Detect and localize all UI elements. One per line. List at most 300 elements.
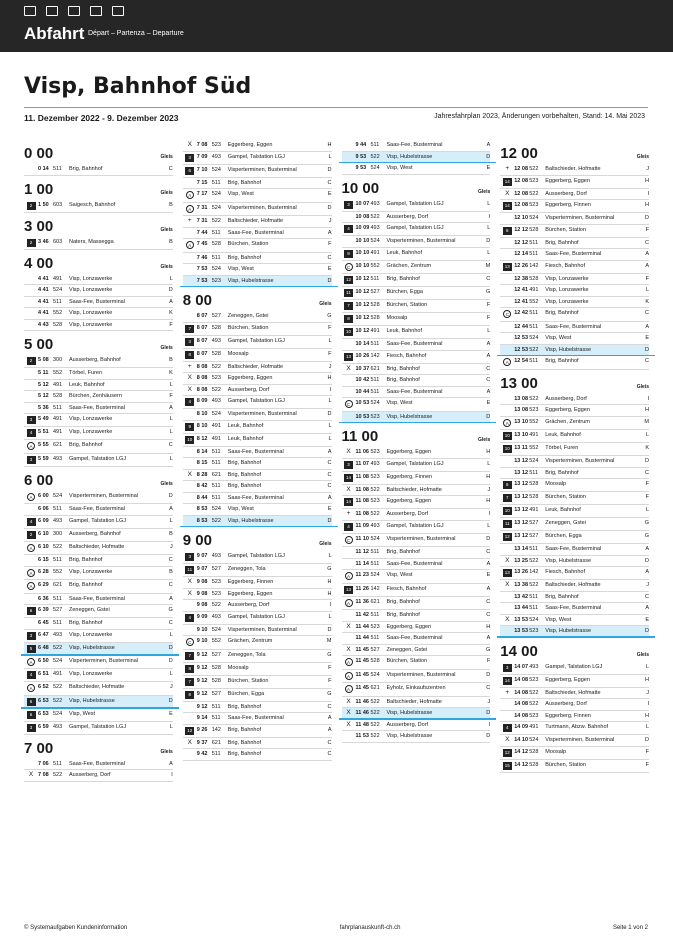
- destination: Brig, Bahnhof: [227, 751, 262, 757]
- departure-time: 13 12: [514, 533, 529, 539]
- departure-row: [500, 333, 649, 345]
- departure-row: [24, 440, 173, 454]
- destination: Moosalp: [227, 350, 249, 357]
- gleis-letter: D: [645, 628, 649, 634]
- footnote-cell: [342, 315, 356, 323]
- footnote-cell: [24, 698, 38, 706]
- departure-row: [500, 699, 649, 711]
- gleis-letter: K: [645, 445, 649, 451]
- departure-row: [342, 163, 491, 175]
- bus-line: 300: [53, 530, 63, 537]
- departure-time: 6 10: [38, 543, 49, 550]
- departure-time: 11 14: [355, 560, 369, 567]
- departure-row: [183, 152, 332, 165]
- departure-row: [24, 491, 173, 505]
- gleis-letter: L: [645, 724, 649, 730]
- destination: Baltschieder, Hofmatte: [386, 698, 442, 705]
- destination: Visp, Hubelstrasse: [386, 733, 433, 739]
- departure-row: [24, 630, 173, 643]
- bus-line: 552: [53, 310, 63, 316]
- destination: Visp, Hubelstrasse: [545, 346, 592, 353]
- footnote-circle: A: [345, 572, 353, 580]
- departure-time: 7 53: [196, 266, 208, 272]
- bus-line: 522: [370, 153, 380, 160]
- hour-label: 1 00: [24, 180, 54, 198]
- destination: Brig, Bahnhof: [227, 726, 262, 733]
- departure-row: [500, 238, 649, 250]
- departure-row: [500, 164, 649, 176]
- footnote-cell: [24, 658, 38, 667]
- footnote-badge: 12: [504, 749, 510, 755]
- departure-row: [342, 633, 491, 645]
- destination: Ausserberg, Dorf: [386, 213, 429, 220]
- footnote-cell: [500, 358, 514, 367]
- gleis-letter: D: [645, 737, 649, 743]
- departure-row: [183, 362, 332, 374]
- bus-line: 511: [211, 179, 221, 186]
- departure-time: 12 54: [514, 358, 529, 364]
- departure-time: 11 36: [355, 598, 369, 605]
- footnote-badge: 6: [503, 481, 512, 489]
- destination: Brig, Bahnhof: [386, 276, 420, 282]
- departure-row: [342, 152, 491, 164]
- hour-label: 0 00: [24, 145, 54, 162]
- departure-row: [500, 189, 649, 201]
- departure-time: 12 08: [514, 177, 529, 184]
- footnote-cell: [24, 357, 38, 365]
- departure-time: 5 49: [38, 416, 49, 422]
- departure-time: 13 12: [514, 481, 529, 487]
- departure-row: [24, 274, 173, 286]
- bus-line: 522: [370, 710, 380, 716]
- destination: Eggerberg, Eggen: [545, 177, 590, 184]
- departure-row: [183, 625, 332, 637]
- bus-line: 552: [529, 418, 539, 425]
- destination: Bürchen, Zenhäusern: [69, 393, 122, 399]
- gleis-letter: F: [645, 761, 649, 768]
- departure-row: [342, 300, 491, 313]
- destination: Saas-Fee, Busterminal: [227, 494, 284, 501]
- gleis-letter: E: [645, 616, 649, 623]
- footnote-cell: [24, 239, 38, 247]
- footnote-badge: 6: [503, 227, 512, 235]
- bus-line: 511: [370, 388, 380, 395]
- departure-row: [24, 504, 173, 516]
- bus-line: 527: [53, 607, 63, 613]
- hour-label: 8 00: [182, 292, 212, 309]
- bus-line: 493: [211, 553, 221, 559]
- footnote-cell: [342, 572, 356, 581]
- footer-copyright: © Systemaufgaben Kundeninformation: [24, 925, 128, 931]
- destination: Gampel, Talstation LGJ: [227, 153, 285, 160]
- gleis-letter: C: [327, 483, 332, 489]
- service-marker-icon: +: [346, 510, 351, 517]
- hour-header: [24, 336, 173, 353]
- bus-line: 621: [370, 365, 380, 372]
- departure-time: 9 08: [196, 590, 208, 597]
- departure-time: 10 12: [355, 276, 370, 282]
- destination: Visp, Lonzawerke: [69, 631, 113, 638]
- departure-time: 14 09: [514, 724, 529, 730]
- destination: Saas-Fee, Busterminal: [69, 506, 125, 512]
- footnote-badge: 13: [504, 570, 510, 575]
- bus-line: 511: [370, 341, 380, 347]
- bus-line: 523: [211, 142, 221, 148]
- departure-row: [500, 580, 649, 592]
- bus-line: 524: [53, 710, 63, 717]
- gleis-letter: I: [647, 395, 649, 402]
- gleis-letter: C: [486, 365, 491, 372]
- departure-time: 14 12: [514, 761, 529, 768]
- bus-line: 493: [370, 522, 380, 529]
- destination: Leuk, Bahnhof: [386, 328, 422, 334]
- bus-line: 523: [370, 449, 380, 455]
- bus-line: 528: [370, 315, 380, 321]
- gleis-letter: G: [327, 566, 332, 572]
- footnote-badge: 7: [185, 652, 194, 660]
- footnote-circle: A: [345, 599, 353, 607]
- departure-row: [183, 323, 332, 336]
- departure-time: 4 41: [38, 275, 49, 282]
- bus-line: 523: [529, 628, 539, 634]
- departure-time: 8 10: [196, 422, 208, 429]
- departure-time: 10 09: [355, 225, 370, 231]
- departure-row: [342, 447, 491, 459]
- departure-time: 10 26: [355, 352, 370, 359]
- destination: Visp, Hubelstrasse: [545, 557, 592, 564]
- departure-time: 9 07: [196, 553, 208, 559]
- departure-row: [24, 308, 173, 320]
- bus-line: 511: [53, 404, 62, 411]
- departure-row: [24, 605, 173, 618]
- departure-time: 6 45: [38, 620, 49, 626]
- departure-row: [342, 459, 491, 472]
- footnote-circle: A: [186, 191, 194, 199]
- destination: Bürchen, Station: [386, 658, 428, 664]
- footnote-circle: A: [345, 685, 353, 693]
- departure-row: [183, 178, 332, 190]
- gleis-letter: G: [327, 313, 332, 319]
- gleis-letter: I: [329, 386, 332, 393]
- departure-time: 8 15: [196, 460, 208, 466]
- gleis-letter: L: [169, 631, 173, 638]
- gleis-letter: M: [485, 262, 491, 269]
- departure-row: [342, 472, 491, 485]
- bus-line: 511: [529, 593, 539, 600]
- footnote-cell: [500, 558, 514, 565]
- footnote-cell: [500, 178, 514, 186]
- departure-time: 7 31: [196, 204, 208, 211]
- gleis-label: Gleis: [160, 189, 173, 196]
- gleis-letter: C: [645, 593, 649, 600]
- gleis-letter: H: [645, 202, 649, 208]
- departure-time: 10 53: [355, 413, 370, 420]
- gleis-letter: F: [169, 393, 173, 399]
- departure-time: 13 14: [514, 546, 529, 552]
- footnote-cell: [183, 691, 197, 699]
- departure-time: 11 23: [355, 572, 369, 578]
- departure-row: [24, 454, 173, 467]
- destination: Visperterminen, Busterminal: [69, 657, 138, 664]
- gleis-letter: L: [487, 522, 491, 529]
- departure-time: 9 08: [196, 602, 208, 608]
- destination: Visp, Lonzawerke: [69, 310, 113, 316]
- footnote-cell: [183, 436, 197, 444]
- footnote-cell: [24, 531, 38, 539]
- departure-time: 8 14: [196, 448, 208, 455]
- gleis-letter: B: [169, 568, 173, 575]
- bus-line: 522: [529, 190, 539, 197]
- departure-row: [24, 516, 173, 529]
- departure-time: 10 07: [355, 200, 370, 207]
- destination: Bürchen, Station: [227, 241, 269, 247]
- destination: Zeneggen, Gstei: [545, 520, 586, 526]
- bus-line: 527: [211, 690, 221, 697]
- bus-line: 511: [529, 310, 539, 316]
- departure-time: 6 50: [38, 657, 49, 664]
- destination: Fiesch, Bahnhof: [386, 352, 427, 359]
- bus-line: 528: [529, 494, 539, 500]
- bus-line: 524: [211, 191, 221, 197]
- gleis-letter: I: [647, 190, 649, 197]
- destination: Baltschieder, Hofmatte: [69, 684, 125, 690]
- destination: Saas-Fee, Busterminal: [227, 715, 284, 721]
- bus-line: 491: [529, 507, 539, 513]
- gleis-letter: L: [169, 517, 173, 524]
- departure-time: 11 46: [355, 698, 369, 705]
- bus-line: 511: [529, 239, 539, 246]
- departure-row: [342, 570, 491, 584]
- departure-row: [342, 597, 491, 611]
- destination: Bürchen, Egga: [227, 690, 265, 697]
- gleis-letter: A: [486, 352, 491, 359]
- gleis-letter: I: [488, 511, 491, 517]
- departure-row: [24, 594, 173, 606]
- departure-time: 9 42: [196, 751, 208, 757]
- bus-line: 142: [211, 726, 221, 733]
- departure-row: [342, 236, 491, 248]
- departure-time: 14 08: [514, 701, 529, 707]
- bus-line: 527: [529, 533, 539, 539]
- bus-line: 523: [370, 413, 380, 420]
- departure-row: [24, 770, 173, 782]
- bus-line: 511: [370, 142, 380, 148]
- gleis-letter: C: [486, 598, 491, 605]
- hour-label: 11 00: [341, 428, 379, 445]
- footnote-cell: [24, 632, 38, 640]
- footnote-badge: 13: [504, 263, 510, 269]
- footnote-badge: 4: [503, 724, 512, 732]
- bus-line: 522: [529, 582, 539, 588]
- gleis-letter: D: [486, 710, 491, 716]
- footnote-cell: [342, 722, 356, 729]
- destination: Baltschieder, Hofmatte: [545, 166, 601, 172]
- gleis-letter: A: [645, 251, 649, 257]
- footnote-cell: [342, 536, 356, 545]
- footnote-cell: [500, 690, 514, 697]
- bus-line: 522: [529, 166, 539, 172]
- departure-row: [500, 176, 649, 189]
- departure-time: 8 07: [196, 350, 208, 357]
- destination: Brig, Bahnhof: [69, 442, 103, 448]
- departure-row: [183, 577, 332, 589]
- destination: Visperterminen, Busterminal: [386, 238, 456, 244]
- departure-row: [342, 274, 491, 287]
- gleis-letter: A: [645, 546, 649, 552]
- header-subtitle: Départ – Partenza – Departure: [88, 30, 184, 37]
- footnote-cell: [183, 351, 197, 359]
- destination: Eggerberg, Eggen: [386, 449, 432, 455]
- departure-row: [24, 669, 173, 682]
- service-marker-icon: X: [28, 771, 34, 778]
- gleis-letter: E: [327, 266, 332, 272]
- departure-time: 10 12: [355, 328, 370, 334]
- gleis-letter: A: [169, 298, 173, 305]
- gleis-letter: D: [327, 411, 332, 417]
- destination: Zeneggen, Gstei: [386, 646, 428, 653]
- service-marker-icon: +: [505, 165, 510, 172]
- departure-row: [342, 140, 491, 152]
- service-marker-icon: X: [187, 141, 192, 148]
- bus-line: 522: [211, 218, 221, 224]
- footer-website[interactable]: fahrplanauskunft-ch.ch: [339, 925, 401, 931]
- bus-line: 491: [211, 422, 221, 429]
- departure-row: [183, 409, 332, 421]
- destination: Gampel, Talstation LGJ: [69, 455, 127, 462]
- gleis-letter: H: [645, 712, 649, 719]
- destination: Visperterminen, Busterminal: [227, 411, 297, 417]
- gleis-letter: L: [169, 381, 173, 388]
- departure-row: [183, 650, 332, 663]
- departure-row: [183, 203, 332, 217]
- departure-row: [183, 749, 332, 761]
- destination: Gampel, Talstation LGJ: [227, 613, 285, 620]
- departure-time: 12 53: [514, 346, 529, 353]
- footnote-cell: [500, 419, 514, 428]
- bus-line: 511: [211, 448, 221, 455]
- destination: Saas-Fee, Busterminal: [227, 229, 284, 236]
- bus-line: 621: [211, 739, 221, 746]
- footnote-cell: [342, 353, 356, 361]
- departure-time: 11 53: [355, 733, 369, 739]
- departure-time: 6 59: [38, 723, 49, 730]
- departure-row: [183, 239, 332, 253]
- footnote-cell: [24, 416, 38, 424]
- bus-line: 522: [529, 346, 539, 353]
- footnote-cell: [183, 142, 197, 149]
- timetable-column: [500, 140, 649, 782]
- gleis-letter: L: [487, 225, 491, 231]
- departure-row: [500, 443, 649, 456]
- gleis-letter: A: [169, 506, 173, 512]
- gleis-letter: D: [486, 671, 491, 678]
- departure-row: [500, 492, 649, 505]
- departure-row: [342, 496, 491, 509]
- bus-line: 511: [53, 595, 62, 602]
- service-marker-icon: X: [505, 581, 510, 588]
- departure-row: [500, 274, 649, 286]
- departure-row: [183, 165, 332, 178]
- gleis-label: Gleis: [160, 226, 173, 233]
- gleis-letter: A: [169, 404, 173, 411]
- departure-time: 11 08: [355, 473, 369, 480]
- departure-row: [183, 702, 332, 714]
- gleis-letter: D: [327, 626, 332, 633]
- footnote-cell: [183, 553, 197, 561]
- departure-row: [500, 405, 649, 417]
- bus-line: 522: [53, 772, 63, 778]
- departure-time: 8 53: [196, 506, 208, 512]
- departure-row: [24, 529, 173, 542]
- gleis-letter: C: [168, 442, 173, 448]
- bus-line: 522: [529, 701, 539, 707]
- destination: Visp, West: [386, 400, 413, 406]
- footnote-cell: [24, 518, 38, 526]
- footnote-cell: [183, 740, 197, 747]
- footnote-badge: 14: [345, 474, 351, 480]
- departure-time: 13 08: [514, 407, 529, 413]
- footnote-badge: 14: [504, 203, 510, 208]
- departure-time: 5 12: [38, 393, 49, 399]
- departure-row: [342, 287, 491, 300]
- departure-time: 11 08: [355, 511, 369, 517]
- footnote-cell: [500, 582, 514, 589]
- departure-time: 13 42: [514, 593, 529, 600]
- departure-row: [183, 140, 332, 152]
- destination: Saas-Fee, Busterminal: [69, 760, 125, 767]
- destination: Bürchen, Station: [545, 494, 586, 500]
- destination: Eggerberg, Eggen: [386, 623, 432, 630]
- bus-line: 552: [370, 262, 380, 269]
- gleis-letter: C: [168, 620, 173, 626]
- hour-label: 6 00: [24, 471, 54, 489]
- destination: Visp, Hubelstrasse: [227, 277, 274, 284]
- footnote-cell: [342, 276, 356, 284]
- destination: Gampel, Talstation LGJ: [69, 517, 127, 524]
- gleis-letter: C: [645, 469, 649, 476]
- footnote-circle: A: [27, 684, 35, 692]
- departure-time: 12 38: [514, 275, 529, 282]
- bus-line: 491: [53, 275, 63, 282]
- footnote-cell: [342, 586, 356, 594]
- footnote-cell: [183, 579, 197, 586]
- gleis-letter: D: [168, 492, 173, 499]
- footnote-cell: [500, 569, 514, 577]
- footnote-cell: [500, 310, 514, 319]
- gleis-letter: A: [327, 726, 332, 733]
- bus-line: 524: [211, 266, 221, 272]
- gleis-letter: F: [486, 302, 491, 308]
- bus-line: 511: [53, 620, 62, 626]
- departure-time: 6 06: [38, 506, 49, 512]
- departure-row: [183, 551, 332, 564]
- departure-row: [183, 663, 332, 676]
- bus-line: 511: [53, 298, 62, 305]
- bus-line: 523: [211, 579, 221, 585]
- departure-time: 11 07: [355, 460, 369, 467]
- departure-time: 10 53: [355, 400, 370, 406]
- departure-time: 7 45: [196, 241, 208, 247]
- hour-header: [342, 180, 491, 197]
- footnote-cell: [342, 250, 356, 258]
- bus-line: 511: [53, 760, 62, 767]
- destination: Eggerberg, Finnen: [227, 579, 274, 585]
- departure-row: [500, 200, 649, 213]
- service-marker-icon: X: [346, 622, 351, 630]
- footnote-circle: A: [503, 419, 511, 427]
- hour-header: [500, 643, 649, 660]
- departure-row: [342, 534, 491, 548]
